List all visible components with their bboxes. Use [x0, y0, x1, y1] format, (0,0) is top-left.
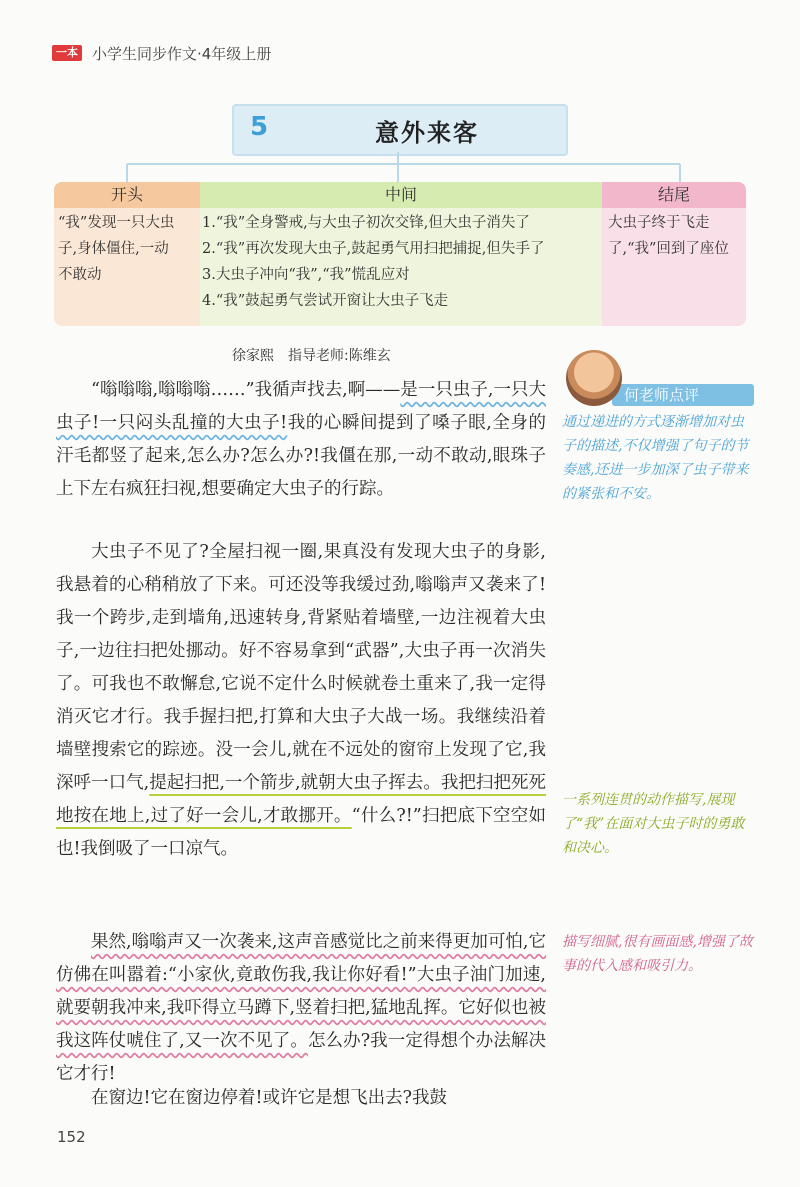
lesson-title: 意外来客 — [375, 118, 479, 147]
teacher-avatar — [566, 350, 622, 406]
outline-connector — [120, 150, 690, 184]
text-run: 我的心瞬间提到了嗓子眼,全身的汗毛都竖了起来,怎么办?怎么办?!我僵在那,一动不敢动,眼珠子上下左右疯狂扫视,想要确定大虫子的行踪。 — [56, 413, 546, 499]
text-run: “嗡嗡嗡,嗡嗡嗡……”我循声找去,啊—— — [91, 380, 401, 400]
outline-end-heading: 结尾 — [602, 182, 746, 208]
paragraph-1 — [56, 374, 546, 506]
paragraph-2 — [56, 536, 546, 866]
outline-middle-text — [202, 210, 602, 314]
lesson-number: 5 — [250, 112, 269, 142]
book-title: 小学生同步作文·4年级上册 — [92, 45, 272, 63]
paragraph-4 — [56, 1082, 546, 1115]
outline-line: 4.“我”鼓起勇气尝试开窗让大虫子飞走 — [202, 293, 449, 309]
teacher-review-tag: 何老师点评 — [612, 384, 754, 406]
outline-middle-heading: 中间 — [200, 182, 602, 208]
outline-line: 大虫子终于飞走 — [608, 215, 710, 231]
outline-line: 了,“我”回到了座位 — [608, 241, 729, 257]
text-run: 在窗边!它在窗边停着!或许它是想飞出去?我鼓 — [91, 1088, 447, 1108]
series-badge: 一本 — [52, 45, 82, 61]
outline-end-text — [608, 210, 744, 262]
text-run: 怎么办?我一定得想个办法解决它才行! — [56, 1031, 547, 1084]
outline-line: 1.“我”全身警戒,与大虫子初次交锋,但大虫子消失了 — [202, 215, 530, 231]
text-run: “什么?!”扫把底下空空如也!我倒吸了一口凉气。 — [56, 806, 547, 859]
outline-line: 3.大虫子冲向“我”,“我”慌乱应对 — [202, 267, 410, 283]
author-line: 徐家熙 指导老师:陈维玄 — [232, 348, 391, 364]
outline-line: 2.“我”再次发现大虫子,鼓起勇气用扫把捕捉,但失手了 — [202, 241, 545, 257]
highlight-blue: 是一只虫子,一只大虫子!一只闷头乱撞的大虫子! — [56, 380, 546, 433]
highlight-green: 提起扫把,一个箭步,就朝大虫子挥去。我把扫把死死地按在地上,过了好一会儿,才敢挪开。 — [56, 773, 546, 826]
outline-start-heading: 开头 — [54, 182, 200, 208]
page-number: 152 — [57, 1128, 86, 1146]
review-note-3: 描写细腻,很有画面感,增强了故事的代入感和吸引力。 — [562, 934, 753, 974]
text-run: 大虫子不见了?全屋扫视一圈,果真没有发现大虫子的身影,我悬着的心稍稍放了下来。可还没等我缓过劲,嗡嗡声又袭来了!我一个跨步,走到墙角,迅速转身,背紧贴着墙壁,一边注视着大虫子,一边往扫把处挪动。好不容易拿到“武器”,大虫子再一次消失了。可我也不敢懈怠,它说不定什么时候就卷土重来了,我一定得消灭它才行。我手握扫把,打算和大虫子大战一场。我继续沿着墙壁搜索它的踪迹。没一会儿,就在不远处的窗帘上发现了它,我深呼一口气, — [56, 542, 546, 793]
outline-start-text — [58, 210, 200, 288]
outline-line: 不敢动 — [58, 267, 102, 283]
highlight-pink: 果然,嗡嗡声又一次袭来,这声音感觉比之前来得更加可怕,它仿佛在叫嚣着:“小家伙,竟敢伤我,我让你好看!”大虫子油门加速,就要朝我冲来,我吓得立马蹲下,竖着扫把,猛地乱挥。它好似也被我这阵仗唬住了,又一次不见了。 — [56, 932, 546, 1051]
review-note-2: 一系列连贯的动作描写,展现了“我”在面对大虫子时的勇敢和决心。 — [562, 792, 745, 856]
outline-line: 子,身体僵住,一动 — [58, 241, 169, 257]
paragraph-3 — [56, 926, 546, 1091]
outline-line: “我”发现一只大虫 — [58, 215, 175, 231]
review-note-1: 通过递进的方式逐渐增加对虫子的描述,不仅增强了句子的节奏感,还进一步加深了虫子带来的紧张和不安。 — [562, 414, 749, 502]
